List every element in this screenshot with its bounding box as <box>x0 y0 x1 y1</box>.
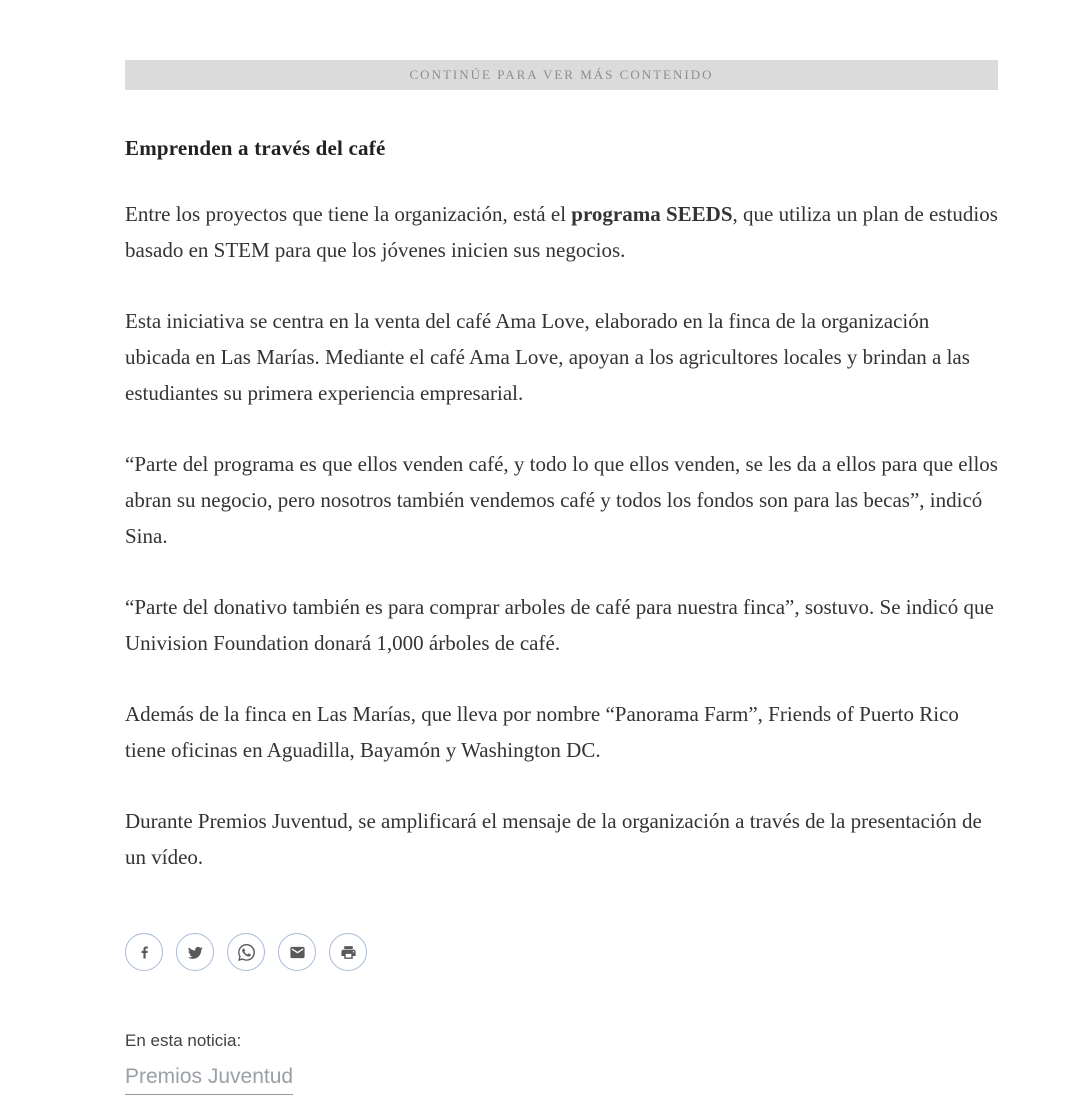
facebook-icon <box>136 944 153 961</box>
article-paragraphs <box>125 196 998 875</box>
article-paragraph <box>125 696 998 768</box>
in-this-news-label: En esta noticia: <box>125 1031 242 1050</box>
paragraph-text: Entre los proyectos que tiene la organización, está el <box>125 202 572 226</box>
whatsapp-share-button[interactable] <box>227 933 265 971</box>
paragraph-text: “Parte del programa es que ellos venden café, y todo lo que ellos venden, se les da a ellos para que ellos abran su negocio, pero nosotros también vendemos café y todos los fondos son para las becas”, indicó Sina. <box>125 452 998 548</box>
facebook-share-button[interactable] <box>125 933 163 971</box>
article-paragraph <box>125 589 998 661</box>
article-paragraph <box>125 303 998 411</box>
paragraph-text: Además de la finca en Las Marías, que lleva por nombre “Panorama Farm”, Friends of Puerto Rico tiene oficinas en Aguadilla, Bayamón y Washington DC. <box>125 702 959 762</box>
continue-banner[interactable] <box>125 60 998 90</box>
share-bar <box>125 933 998 971</box>
article-tags-section <box>125 1031 998 1095</box>
twitter-share-button[interactable] <box>176 933 214 971</box>
print-icon <box>340 944 357 961</box>
paragraph-text: , que utiliza un plan de estudios basado en STEM para que los jóvenes inicien sus negocios. <box>125 202 998 262</box>
paragraph-bold-text: programa SEEDS <box>571 202 733 226</box>
paragraph-text: “Parte del donativo también es para comprar arboles de café para nuestra finca”, sostuvo. Se indicó que Univision Foundation donará 1,000 árboles de café. <box>125 595 994 655</box>
paragraph-text: Durante Premios Juventud, se amplificará el mensaje de la organización a través de la presentación de un vídeo. <box>125 809 982 869</box>
article-paragraph <box>125 803 998 875</box>
article-subheading: Emprenden a través del café <box>125 136 386 160</box>
whatsapp-icon <box>238 944 255 961</box>
article-paragraph <box>125 196 998 268</box>
continue-banner-label: CONTINÚE PARA VER MÁS CONTENIDO <box>409 67 714 82</box>
email-share-button[interactable] <box>278 933 316 971</box>
email-icon <box>289 944 306 961</box>
article-page <box>125 0 998 1095</box>
paragraph-text: Esta iniciativa se centra en la venta del café Ama Love, elaborado en la finca de la organización ubicada en Las Marías. Mediante el café Ama Love, apoyan a los agricultores locales y brindan a las estudiantes su primera experiencia empresarial. <box>125 309 970 405</box>
twitter-icon <box>187 944 204 961</box>
print-share-button[interactable] <box>329 933 367 971</box>
article-paragraph <box>125 446 998 554</box>
tag-link-premios-juventud[interactable]: Premios Juventud <box>125 1065 293 1095</box>
